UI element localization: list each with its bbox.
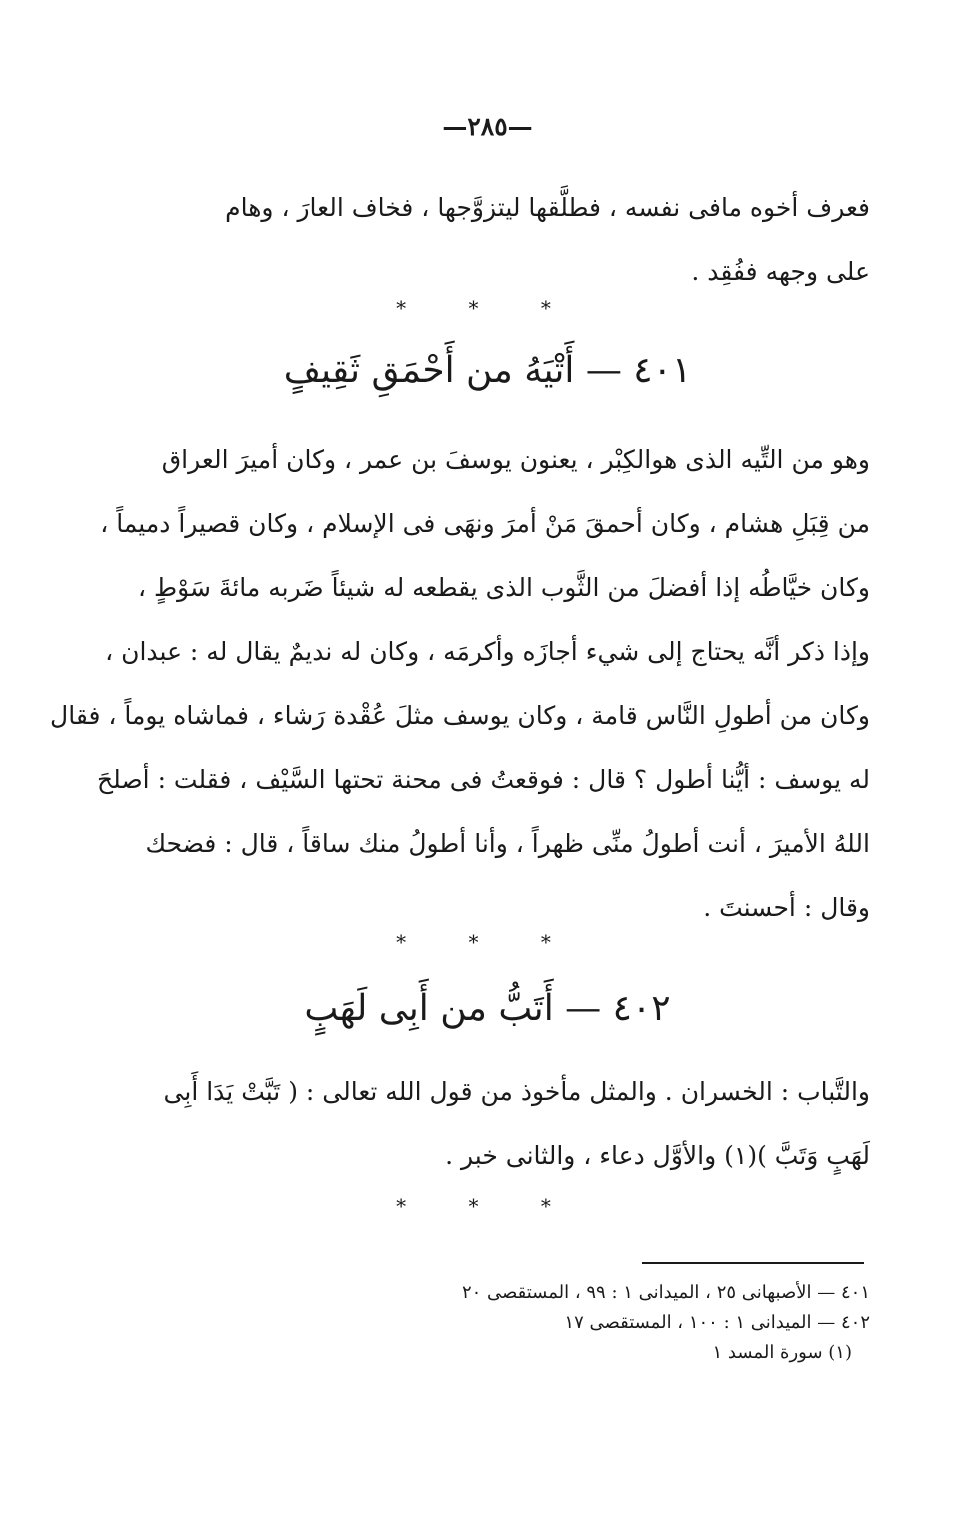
footnote-rule (642, 1262, 864, 1264)
body-line: اللهُ الأميرَ ، أنت أطولُ منِّى ظهراً ، وأنا أطولُ منك ساقاً ، قال : فضحك (145, 829, 870, 858)
footnote-line: ٤٠١ — الأصبهانى ٢٥ ، الميدانى ١ : ٩٩ ، المستقصى ٢٠ (461, 1282, 870, 1303)
footnote-line: (١) سورة المسد ١ (712, 1342, 852, 1363)
section-separator: * * * (396, 930, 579, 954)
footnote-line: ٤٠٢ — الميدانى ١ : ١٠٠ ، المستقصى ١٧ (564, 1312, 870, 1333)
body-line: من قِبَلِ هشام ، وكان أحمقَ مَنْ أمرَ ونهَى فى الإسلام ، وكان قصيراً دميماً ، (100, 509, 870, 538)
page-number: —٢٨٥— (442, 112, 533, 141)
body-line: وإذا ذكر أنَّه يحتاج إلى شيء أجازَه وأكرمَه ، وكان له نديمٌ يقال له : عبدان ، (105, 637, 870, 666)
section-separator: * * * (396, 1194, 579, 1218)
intro-line: على وجهه ففُقِد . (691, 257, 870, 286)
entry-401-body (50, 428, 870, 940)
entry-402-heading: ٤٠٢ — أَتَبُّ من أَبِى لَهَبٍ (304, 988, 671, 1029)
body-line: وكان خيَّاطُه إذا أفضلَ من الثَّوب الذى يقطعه له شيئاً ضَربه مائةَ سَوْطٍ ، (138, 573, 870, 602)
body-line: له يوسف : أيُّنا أطول ؟ قال : فوقعتُ فى محنة تحتها السَّيْف ، فقلت : أصلحَ (97, 765, 870, 794)
intro-line: فعرف أخوه مافى نفسه ، فطلَّقها ليتزوَّجها ، فخاف العارَ ، وهام (225, 193, 870, 222)
body-line: لَهَبٍ وَتَبَّ )(١) والأوَّل دعاء ، والثانى خبر . (445, 1141, 870, 1170)
body-line: وقال : أحسنتَ . (703, 893, 870, 922)
body-line: وهو من التِّيه الذى هوالكِبْر ، يعنون يوسفَ بن عمر ، وكان أميرَ العراق (161, 445, 870, 474)
entry-401-heading: ٤٠١ — أَتْيَهُ من أَحْمَقِ ثَقِيفٍ (283, 350, 692, 391)
intro-paragraph (160, 176, 870, 304)
section-separator: * * * (396, 296, 579, 320)
entry-402-body (160, 1060, 870, 1188)
footnotes (350, 1278, 870, 1368)
body-line: والتَّباب : الخسران . والمثل مأخوذ من قول الله تعالى : ( تَبَّتْ يَدَا أَبِى (163, 1077, 870, 1106)
body-line: وكان من أطولِ النَّاس قامة ، وكان يوسف مثلَ عُقْدة رَشاء ، فماشاه يوماً ، فقال (50, 701, 870, 730)
